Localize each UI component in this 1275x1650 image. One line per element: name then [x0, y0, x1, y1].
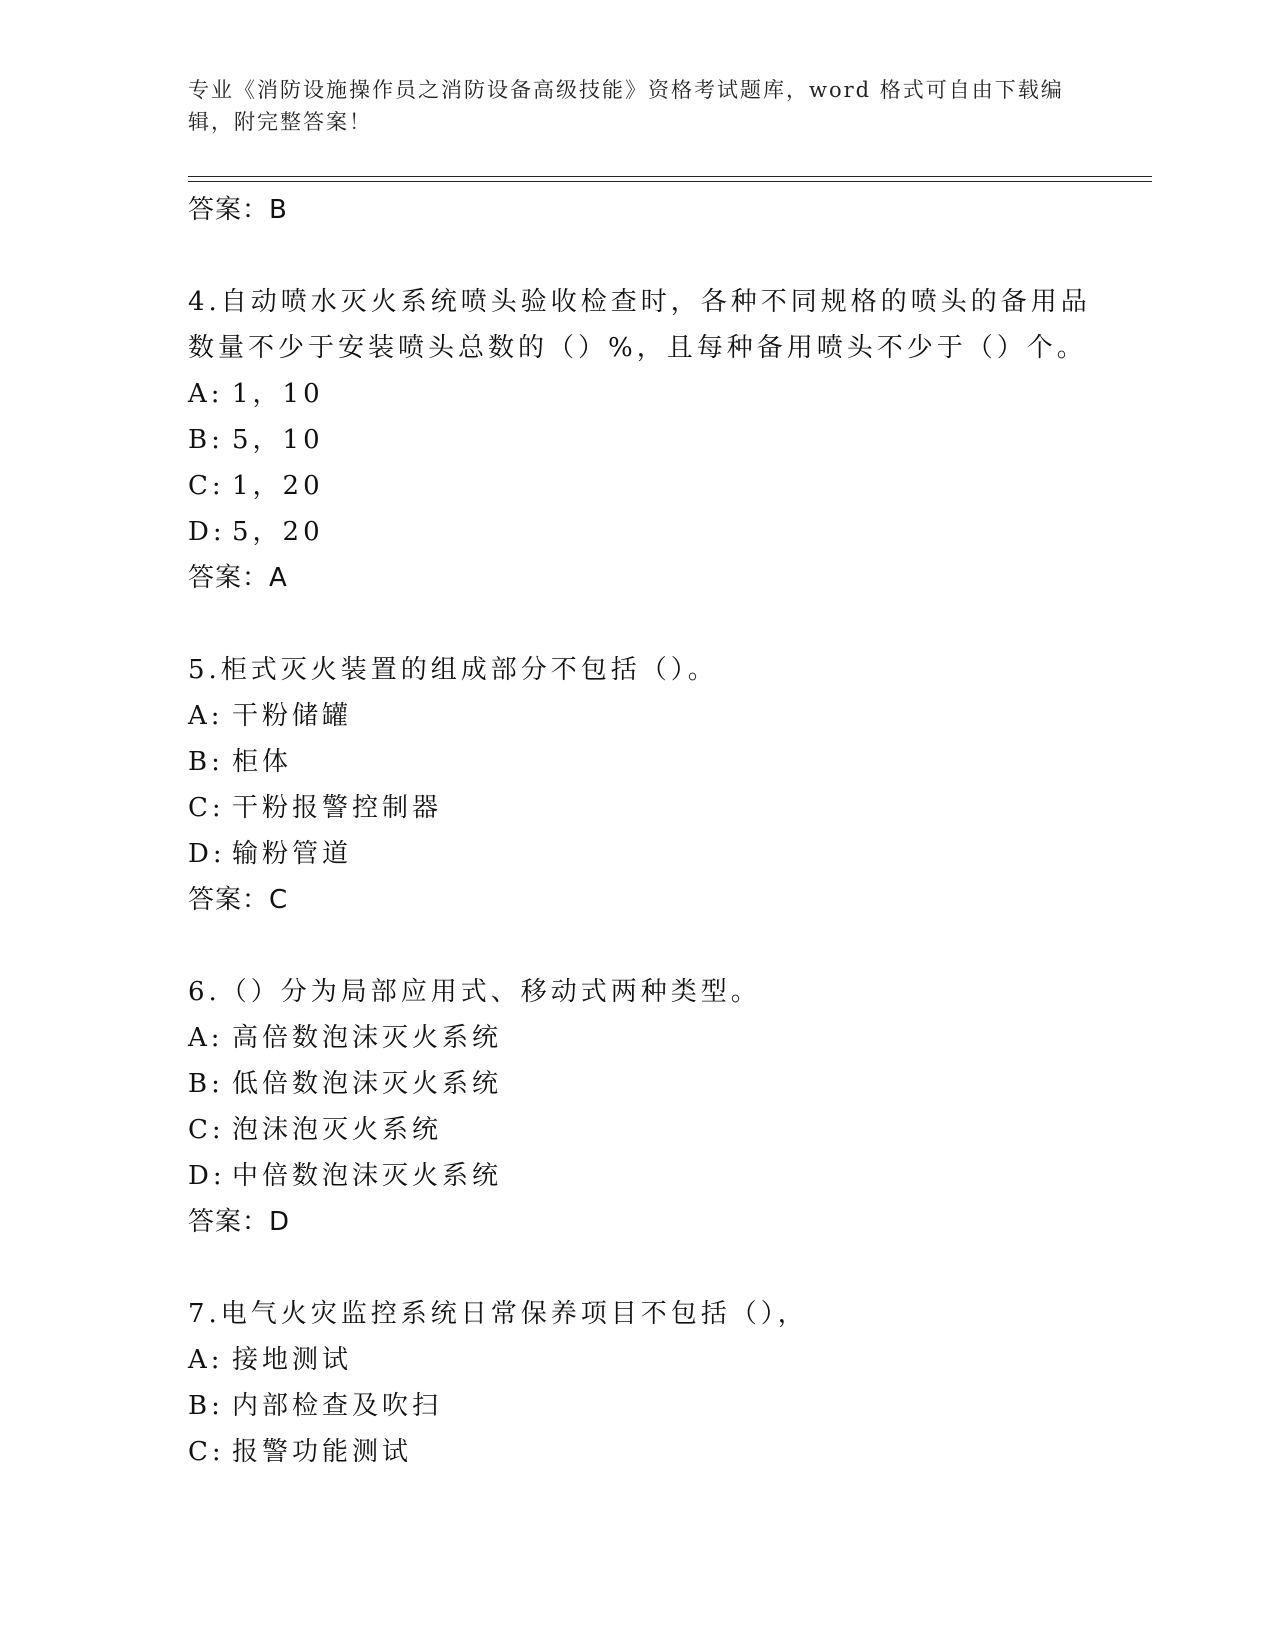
question-4-option-b: [188, 422, 324, 458]
option-text: 接地测试: [232, 1345, 353, 1375]
option-text: 5，20: [232, 517, 324, 547]
option-key: A:: [188, 1023, 224, 1053]
option-text: 报警功能测试: [232, 1437, 413, 1467]
question-5-option-c: [188, 790, 442, 826]
question-7-option-b: [188, 1388, 442, 1424]
option-key: A:: [188, 379, 224, 409]
header-rule-bottom: [188, 181, 1152, 182]
page-header: 专业《消防设施操作员之消防设备高级技能》资格考试题库，word 格式可自由下载编辑，附完整答案！: [188, 78, 1064, 134]
question-6-option-b: [188, 1066, 502, 1102]
option-text: 柜体: [232, 747, 293, 777]
question-4-option-c: [188, 468, 324, 504]
question-4-answer: 答案：A: [188, 563, 288, 593]
option-key: C:: [188, 471, 225, 501]
option-text: 干粉储罐: [232, 701, 353, 731]
question-5-option-d: [188, 836, 352, 872]
question-6-option-a: [188, 1020, 502, 1056]
option-text: 低倍数泡沫灭火系统: [232, 1069, 503, 1099]
option-text: 1，20: [232, 471, 324, 501]
option-key: A:: [188, 701, 224, 731]
option-text: 输粉管道: [232, 839, 353, 869]
option-text: 内部检查及吹扫: [232, 1391, 443, 1421]
option-key: C:: [188, 1115, 225, 1145]
question-6-answer: 答案：D: [188, 1207, 291, 1237]
option-text: 5，10: [232, 425, 324, 455]
question-5-stem-line1: 5.柜式灭火装置的组成部分不包括（）。: [188, 655, 718, 685]
option-text: 1，10: [232, 379, 324, 409]
question-6-option-c: [188, 1112, 442, 1148]
question-7-option-c: [188, 1434, 412, 1470]
option-text: 干粉报警控制器: [232, 793, 443, 823]
question-6-stem-line1: 6.（）分为局部应用式、移动式两种类型。: [188, 977, 761, 1007]
option-key: B:: [188, 747, 224, 777]
question-7-stem-line1: 7.电气火灾监控系统日常保养项目不包括（），: [188, 1299, 808, 1329]
question-6-option-d: [188, 1158, 502, 1194]
question-4-option-d: [188, 514, 324, 550]
question-4-stem-line2: 数量不少于安装喷头总数的（）%，且每种备用喷头不少于（）个。: [188, 333, 1087, 363]
question-5-answer: 答案：C: [188, 885, 289, 915]
option-key: C:: [188, 793, 225, 823]
question-4-stem-line1: 4.自动喷水灭火系统喷头验收检查时，各种不同规格的喷头的备用品: [188, 287, 1091, 317]
question-5-option-a: [188, 698, 352, 734]
option-text: 泡沫泡灭火系统: [232, 1115, 443, 1145]
option-key: D:: [188, 1161, 226, 1191]
option-key: B:: [188, 425, 224, 455]
header-rule-top: [188, 176, 1152, 177]
option-text: 中倍数泡沫灭火系统: [232, 1161, 503, 1191]
option-text: 高倍数泡沫灭火系统: [232, 1023, 503, 1053]
option-key: A:: [188, 1345, 224, 1375]
option-key: C:: [188, 1437, 225, 1467]
option-key: D:: [188, 517, 226, 547]
question-4-option-a: [188, 376, 324, 412]
question-7-option-a: [188, 1342, 352, 1378]
question-5-option-b: [188, 744, 292, 780]
option-key: D:: [188, 839, 226, 869]
previous-answer: 答案：B: [188, 195, 288, 225]
option-key: B:: [188, 1069, 224, 1099]
option-key: B:: [188, 1391, 224, 1421]
